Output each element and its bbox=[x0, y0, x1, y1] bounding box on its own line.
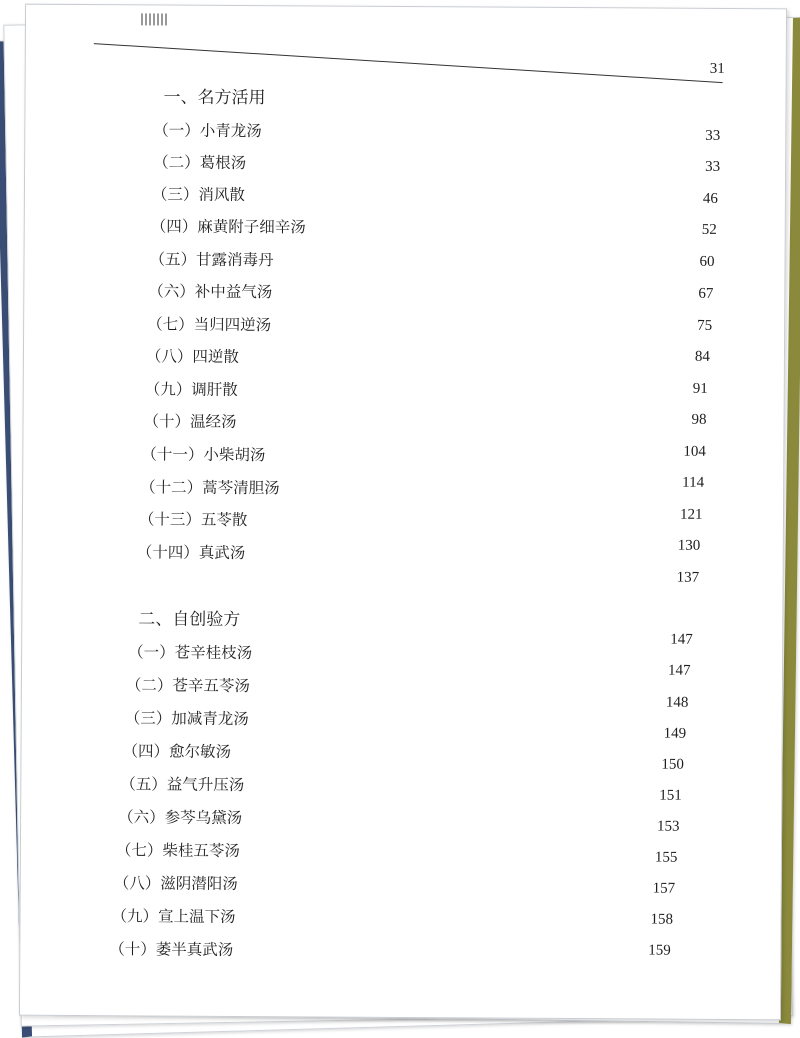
section-heading: 一、名方活用 bbox=[163, 87, 266, 109]
toc-entry-label: （七）柴桂五苓汤 bbox=[115, 841, 240, 861]
toc-entry-label: （十）萎半真武汤 bbox=[109, 940, 234, 959]
toc-entry-page: 52 bbox=[701, 221, 717, 238]
toc-entry-page: 157 bbox=[652, 880, 676, 897]
toc-entry-label: （四）愈尔敏汤 bbox=[122, 742, 232, 761]
toc-entry-label: （十三）五苓散 bbox=[138, 510, 248, 530]
toc-entry-page: 60 bbox=[699, 253, 715, 270]
toc-entry-page: 147 bbox=[667, 662, 691, 679]
toc-entry-label: （二）苍辛五苓汤 bbox=[125, 676, 251, 696]
toc-entry-page: 33 bbox=[705, 127, 721, 144]
toc-entry-label: （一）苍辛桂枝汤 bbox=[128, 643, 253, 663]
toc-entry-label: （十二）蒿芩清胆汤 bbox=[140, 478, 280, 498]
toc-entry-page: 137 bbox=[676, 569, 700, 586]
toc-entry-page: 153 bbox=[657, 818, 680, 835]
toc-entry-page: 114 bbox=[682, 474, 705, 491]
toc-entry-label: （二）葛根汤 bbox=[153, 153, 247, 173]
toc-entry-label: （四）麻黄附子细辛汤 bbox=[150, 217, 306, 237]
toc-entry-label: （三）消风散 bbox=[151, 185, 246, 205]
toc-entry-label: （五）甘露消毒丹 bbox=[149, 250, 274, 270]
toc-entry-label: （九）调肝散 bbox=[144, 380, 238, 399]
top-rule bbox=[94, 43, 723, 83]
toc-entry-page: 46 bbox=[702, 190, 718, 207]
crop-mark bbox=[141, 13, 169, 25]
toc-entry-page: 33 bbox=[705, 158, 721, 175]
toc-entry-label: （十四）真武汤 bbox=[136, 543, 246, 563]
toc-entry-page: 149 bbox=[663, 725, 687, 742]
toc-entry-label: （八）四逆散 bbox=[145, 347, 240, 366]
toc-entry-page: 84 bbox=[694, 348, 711, 365]
toc-entry-label: （十）温经汤 bbox=[143, 412, 237, 431]
toc-entry-page: 150 bbox=[661, 756, 685, 773]
toc-entry-page: 151 bbox=[659, 787, 682, 804]
toc-entry-label: （五）益气升压汤 bbox=[120, 775, 245, 795]
toc-entry-page: 98 bbox=[691, 411, 707, 428]
toc-entry-page: 148 bbox=[665, 694, 689, 711]
toc-entry-label: （九）宣上温下汤 bbox=[111, 907, 236, 926]
toc-entry-label: （八）滋阴潜阳汤 bbox=[113, 874, 238, 893]
section-heading: 二、自创验方 bbox=[138, 609, 241, 631]
toc-entry-page: 158 bbox=[650, 911, 674, 928]
toc-entry-label: （七）当归四逆汤 bbox=[147, 315, 272, 335]
toc-entry-page: 67 bbox=[698, 285, 714, 302]
toc-entry-label: （六）参芩乌黛汤 bbox=[118, 808, 243, 828]
toc-entry-label: （一）小青龙汤 bbox=[153, 121, 262, 141]
toc-entry-page: 147 bbox=[670, 631, 693, 648]
toc-entry-page: 155 bbox=[654, 849, 678, 866]
toc-entry-page: 159 bbox=[648, 942, 671, 959]
toc-entry-label: （十一）小柴胡汤 bbox=[141, 445, 266, 465]
page-number: 31 bbox=[709, 60, 725, 77]
toc-entry-page: 91 bbox=[692, 380, 708, 397]
toc-entry-page: 104 bbox=[683, 443, 706, 460]
toc-entry-label: （三）加减青龙汤 bbox=[124, 709, 249, 729]
toc-entry-page: 121 bbox=[679, 506, 703, 523]
toc-entry-label: （六）补中益气汤 bbox=[148, 282, 273, 302]
toc-entry-page: 130 bbox=[677, 537, 701, 554]
toc-entry-page: 75 bbox=[697, 317, 713, 334]
toc-page bbox=[19, 4, 787, 1021]
